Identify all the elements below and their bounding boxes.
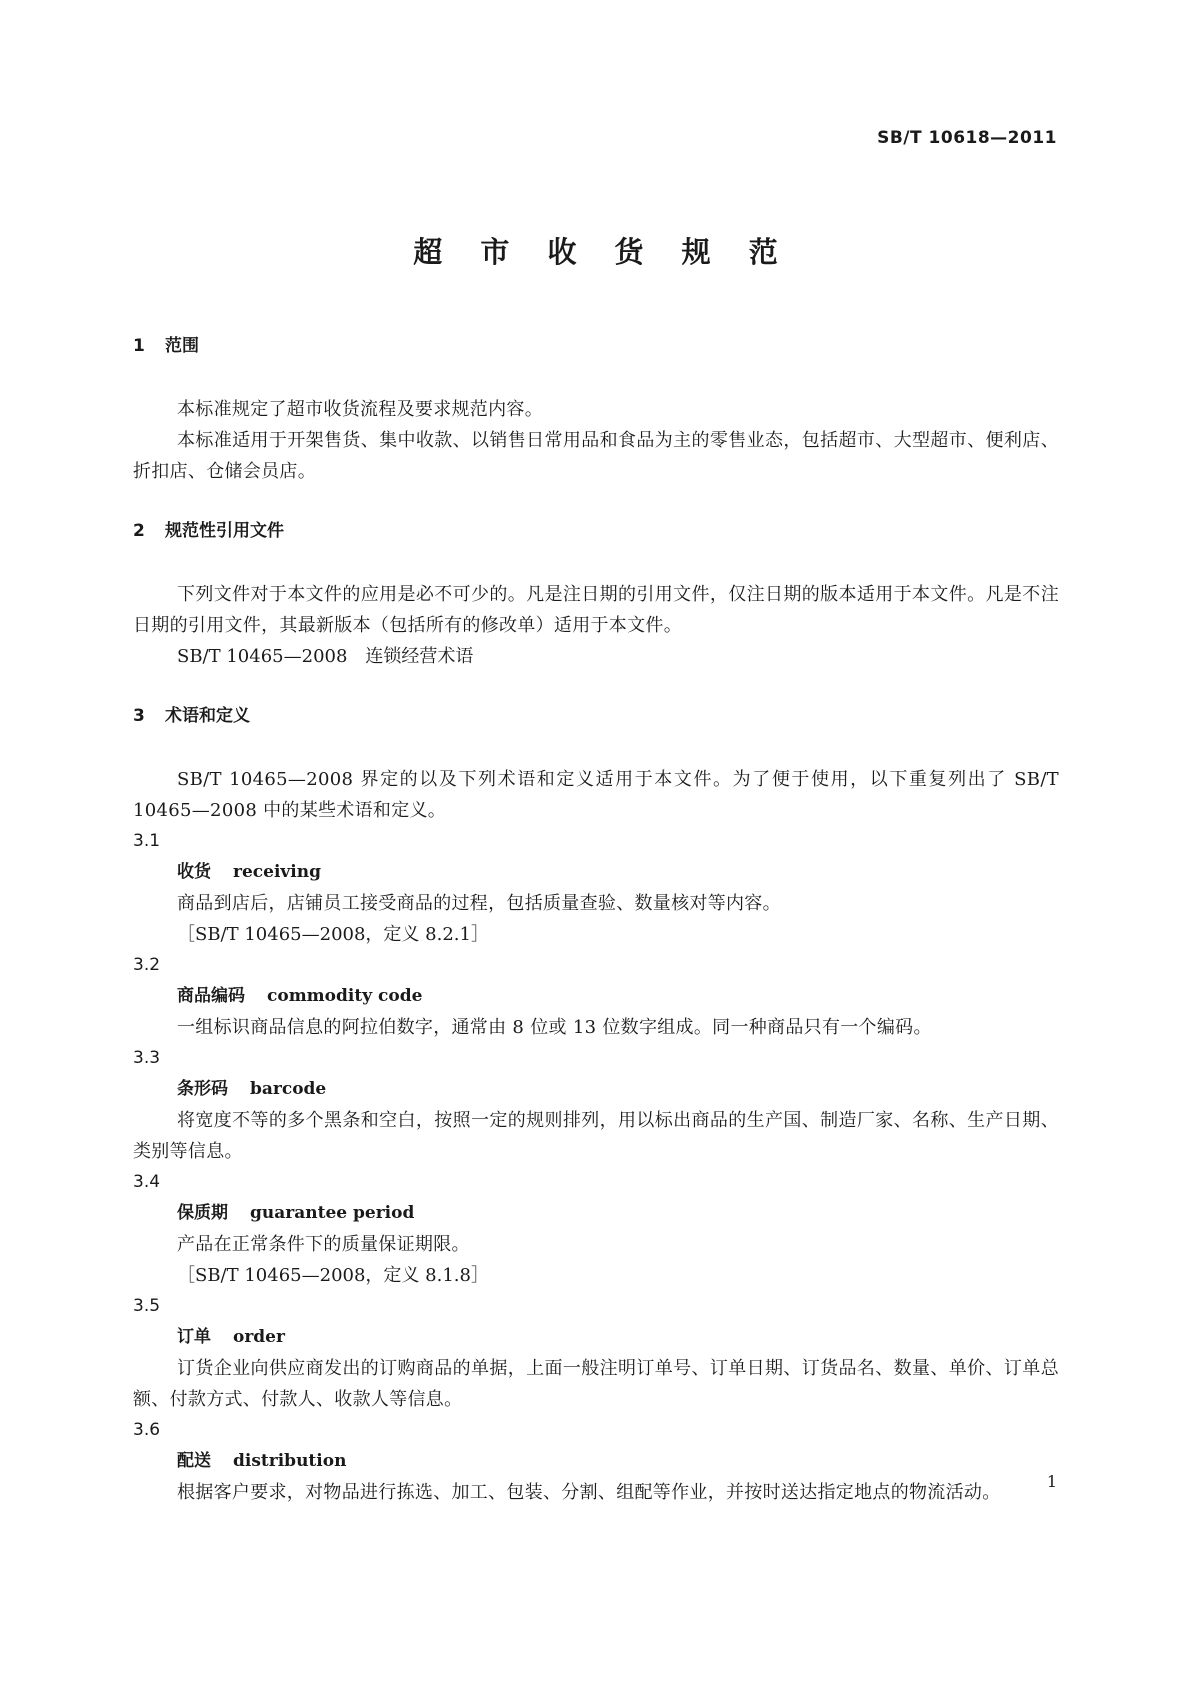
term-english: distribution xyxy=(233,1451,347,1471)
term-definition: 商品到店后，店铺员工接受商品的过程，包括质量查验、数量核对等内容。 xyxy=(177,893,781,914)
term-heading xyxy=(133,857,1059,888)
section-number: 2 xyxy=(133,521,145,541)
section-number: 3 xyxy=(133,706,145,726)
term-chinese: 保质期 xyxy=(177,1203,228,1223)
term-definition: 将宽度不等的多个黑条和空白，按照一定的规则排列，用以标出商品的生产国、制造厂家、名称、生产日期、类别等信息。 xyxy=(133,1110,1059,1162)
term-english: barcode xyxy=(250,1079,327,1099)
term-definition: 根据客户要求，对物品进行拣选、加工、包装、分割、组配等作业，并按时送达指定地点的物流活动。 xyxy=(177,1482,1001,1503)
term-source: ［SB/T 10465—2008，定义 8.2.1］ xyxy=(177,924,489,945)
section-title: 规范性引用文件 xyxy=(165,521,284,541)
term-english: order xyxy=(233,1327,285,1347)
term-chinese: 收货 xyxy=(177,862,211,882)
term-definition: 订货企业向供应商发出的订购商品的单据，上面一般注明订单号、订单日期、订货品名、数量、单价、订单总额、付款方式、付款人、收款人等信息。 xyxy=(133,1358,1059,1410)
term-number: 3.1 xyxy=(133,831,161,851)
paragraph: 本标准规定了超市收货流程及要求规范内容。 xyxy=(177,399,543,420)
paragraph: 下列文件对于本文件的应用是必不可少的。凡是注日期的引用文件，仅注日期的版本适用于本文件。凡是不注日期的引用文件，其最新版本（包括所有的修改单）适用于本文件。 xyxy=(133,584,1059,636)
term-english: commodity code xyxy=(267,986,423,1006)
term-number: 3.4 xyxy=(133,1172,161,1192)
section-number: 1 xyxy=(133,336,145,356)
section-heading-normative-refs xyxy=(133,517,1059,545)
term-english: receiving xyxy=(233,862,321,882)
term-chinese: 订单 xyxy=(177,1327,211,1347)
term-heading xyxy=(133,981,1059,1012)
term-definition: 产品在正常条件下的质量保证期限。 xyxy=(177,1234,470,1255)
document-body xyxy=(133,332,1059,1508)
term-english: guarantee period xyxy=(250,1203,415,1223)
term-number: 3.6 xyxy=(133,1420,161,1440)
section-heading-terms xyxy=(133,702,1059,730)
reference-entry: SB/T 10465—2008 连锁经营术语 xyxy=(177,646,474,667)
section-title: 范围 xyxy=(165,336,199,356)
term-chinese: 条形码 xyxy=(177,1079,228,1099)
section-title: 术语和定义 xyxy=(165,706,250,726)
term-source: ［SB/T 10465—2008，定义 8.1.8］ xyxy=(177,1265,489,1286)
term-number: 3.5 xyxy=(133,1296,161,1316)
page-number: 1 xyxy=(1046,1472,1057,1491)
document-title: 超 市 收 货 规 范 xyxy=(413,235,792,269)
term-heading xyxy=(133,1446,1059,1477)
term-definition: 一组标识商品信息的阿拉伯数字，通常由 8 位或 13 位数字组成。同一种商品只有一个编码。 xyxy=(177,1017,932,1038)
paragraph: 本标准适用于开架售货、集中收款、以销售日常用品和食品为主的零售业态，包括超市、大型超市、便利店、折扣店、仓储会员店。 xyxy=(133,430,1059,482)
term-heading xyxy=(133,1198,1059,1229)
section-heading-scope xyxy=(133,332,1059,360)
term-number: 3.2 xyxy=(133,955,161,975)
term-chinese: 商品编码 xyxy=(177,986,245,1006)
term-number: 3.3 xyxy=(133,1048,161,1068)
term-heading xyxy=(133,1074,1059,1105)
paragraph: SB/T 10465—2008 界定的以及下列术语和定义适用于本文件。为了便于使用，以下重复列出了 SB/T 10465—2008 中的某些术语和定义。 xyxy=(133,769,1059,821)
standard-id: SB/T 10618—2011 xyxy=(877,128,1057,148)
term-chinese: 配送 xyxy=(177,1451,211,1471)
term-heading xyxy=(133,1322,1059,1353)
